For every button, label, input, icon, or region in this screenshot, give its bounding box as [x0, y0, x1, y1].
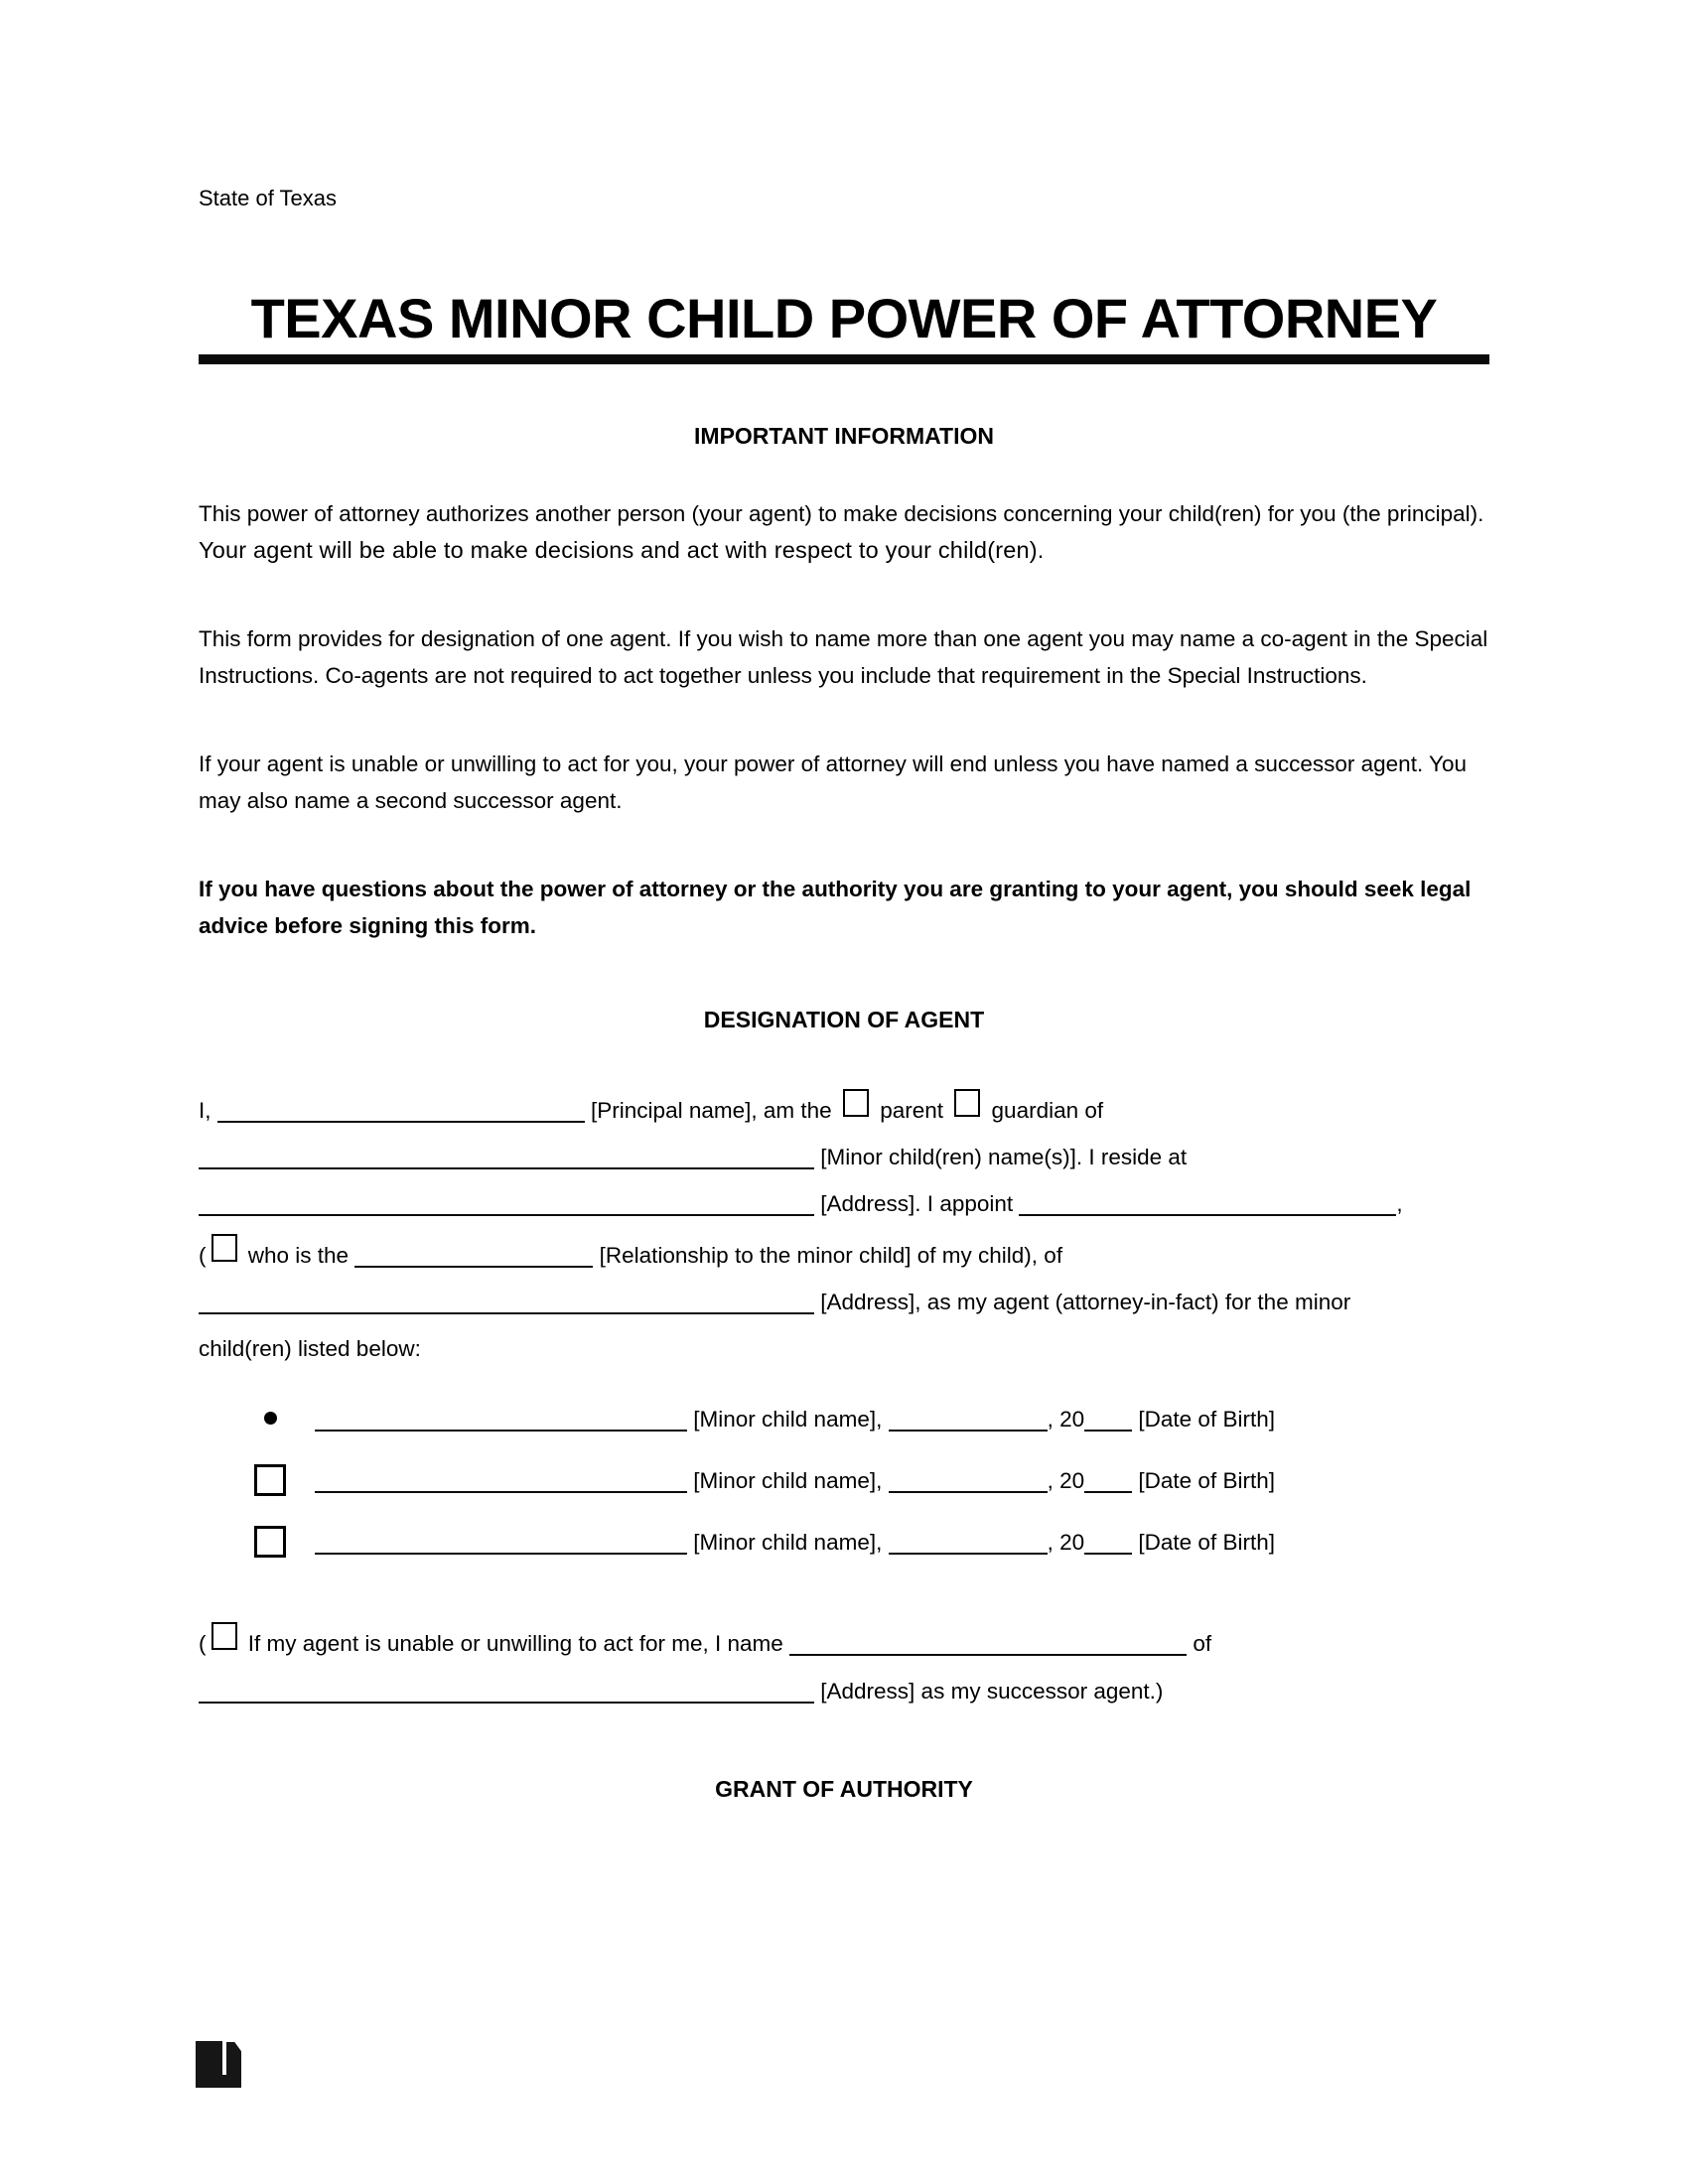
section-heading-designation-of-agent: DESIGNATION OF AGENT — [703, 1007, 985, 1032]
successor-intro-label: If my agent is unable or unwilling to act for me, I name — [247, 1631, 783, 1656]
logo-page-shape — [226, 2042, 241, 2075]
designation-paragraph-2 — [199, 1232, 1489, 1372]
principal-intro-label: I, — [199, 1098, 211, 1123]
child-2-name-field[interactable] — [315, 1479, 687, 1493]
designation-line-2 — [199, 1134, 1489, 1180]
paragraph-authorization — [199, 495, 1489, 569]
parent-label: parent — [880, 1098, 944, 1123]
child-1-name-field[interactable] — [315, 1418, 687, 1432]
guardian-label: guardian of — [991, 1098, 1104, 1123]
child-3-checkbox[interactable] — [254, 1526, 286, 1558]
child-3-birth-year-field[interactable] — [1084, 1541, 1132, 1555]
relationship-intro-label: who is the — [247, 1243, 350, 1268]
legal-templates-logo — [196, 2041, 241, 2088]
relationship-open-paren: ( — [199, 1243, 207, 1268]
child-3-name-label: [Minor child name], — [693, 1530, 883, 1555]
page-title: TEXAS MINOR CHILD POWER OF ATTORNEY — [250, 287, 1438, 349]
designation-paragraph-1 — [199, 1087, 1489, 1227]
designation-line-6: child(ren) listed below: — [199, 1336, 421, 1361]
agent-address-field[interactable] — [199, 1300, 814, 1314]
child-row-2 — [199, 1463, 1489, 1499]
child-2-year-prefix: , 20 — [1047, 1468, 1085, 1493]
important-information-paragraphs — [199, 495, 1489, 944]
relationship-checkbox[interactable] — [211, 1234, 237, 1262]
title-underline-rule — [199, 354, 1489, 364]
paragraph-successor-info: If your agent is unable or unwilling to act for you, your power of attorney will end unless you have named a successor agent. You may also name a second successor agent. — [199, 751, 1468, 813]
child-2-dob-label: [Date of Birth] — [1138, 1468, 1275, 1493]
agent-address-label: [Address], as my agent (attorney-in-fact) for the minor — [820, 1290, 1351, 1314]
bullet-icon — [264, 1412, 277, 1425]
agent-name-field[interactable] — [1019, 1202, 1396, 1216]
principal-name-label: [Principal name], am the — [591, 1098, 832, 1123]
section-heading-important-information: IMPORTANT INFORMATION — [694, 423, 994, 449]
child-2-marker — [253, 1463, 287, 1499]
child-row-3 — [199, 1525, 1489, 1561]
successor-of-label: of — [1193, 1631, 1212, 1656]
paragraph-legal-advice-warning: If you have questions about the power of attorney or the authority you are granting to your agent, you should seek legal advice before signing this form. — [199, 877, 1472, 938]
section-heading-grant-of-authority: GRANT OF AUTHORITY — [715, 1776, 973, 1802]
child-3-year-prefix: , 20 — [1047, 1530, 1085, 1555]
successor-open-paren: ( — [199, 1631, 207, 1656]
minor-children-names-field[interactable] — [199, 1156, 814, 1169]
logo-bottom-bar — [196, 2075, 241, 2088]
child-1-birth-year-field[interactable] — [1084, 1418, 1132, 1432]
state-label: State of Texas — [199, 186, 338, 210]
child-1-name-label: [Minor child name], — [693, 1407, 883, 1432]
child-3-name-field[interactable] — [315, 1541, 687, 1555]
child-3-birth-date-field[interactable] — [889, 1541, 1048, 1555]
child-3-marker — [253, 1525, 287, 1561]
child-2-name-label: [Minor child name], — [693, 1468, 883, 1493]
parent-checkbox[interactable] — [843, 1089, 869, 1117]
relationship-label: [Relationship to the minor child] of my child), of — [599, 1243, 1063, 1268]
successor-address-label: [Address] as my successor agent.) — [820, 1679, 1164, 1704]
child-1-year-prefix: , 20 — [1047, 1407, 1085, 1432]
child-3-dob-label: [Date of Birth] — [1138, 1530, 1275, 1555]
designation-line-5 — [199, 1279, 1489, 1325]
child-1-dob-label: [Date of Birth] — [1138, 1407, 1275, 1432]
minor-children-names-label: [Minor child(ren) name(s)]. I reside at — [820, 1145, 1188, 1169]
title-block — [199, 287, 1489, 364]
paragraph-authorization-sentence-1: This power of attorney authorizes another person (your agent) to make decisions concerning your child(ren) for you (the principal). — [199, 501, 1484, 526]
designation-line-1 — [199, 1087, 1489, 1134]
paragraph-one-agent: This form provides for designation of one agent. If you wish to name more than one agent you may name a co-agent in the Special Instructions. Co-agents are not required to act together unless you include that requirement in the Special Instructions. — [199, 626, 1488, 688]
successor-name-field[interactable] — [789, 1642, 1187, 1656]
relationship-field[interactable] — [354, 1254, 593, 1268]
designation-line-3 — [199, 1180, 1489, 1227]
child-2-birth-date-field[interactable] — [889, 1479, 1048, 1493]
principal-address-label: [Address]. I appoint — [820, 1191, 1014, 1216]
guardian-checkbox[interactable] — [954, 1089, 980, 1117]
minor-children-list — [199, 1402, 1489, 1561]
successor-line-2 — [199, 1668, 1489, 1715]
child-1-birth-date-field[interactable] — [889, 1418, 1048, 1432]
appoint-comma: , — [1396, 1191, 1403, 1216]
child-2-checkbox[interactable] — [254, 1464, 286, 1496]
successor-line-1 — [199, 1620, 1489, 1668]
successor-checkbox[interactable] — [211, 1622, 237, 1650]
designation-line-4 — [199, 1232, 1489, 1279]
child-1-marker — [253, 1402, 287, 1437]
child-row-1 — [199, 1402, 1489, 1437]
successor-address-field[interactable] — [199, 1690, 814, 1704]
child-2-birth-year-field[interactable] — [1084, 1479, 1132, 1493]
paragraph-authorization-sentence-2: Your agent will be able to make decisions and act with respect to your child(ren). — [199, 537, 1045, 563]
successor-agent-paragraph — [199, 1620, 1489, 1715]
principal-address-field[interactable] — [199, 1202, 814, 1216]
page-content — [199, 0, 1489, 1801]
principal-name-field[interactable] — [217, 1109, 585, 1123]
